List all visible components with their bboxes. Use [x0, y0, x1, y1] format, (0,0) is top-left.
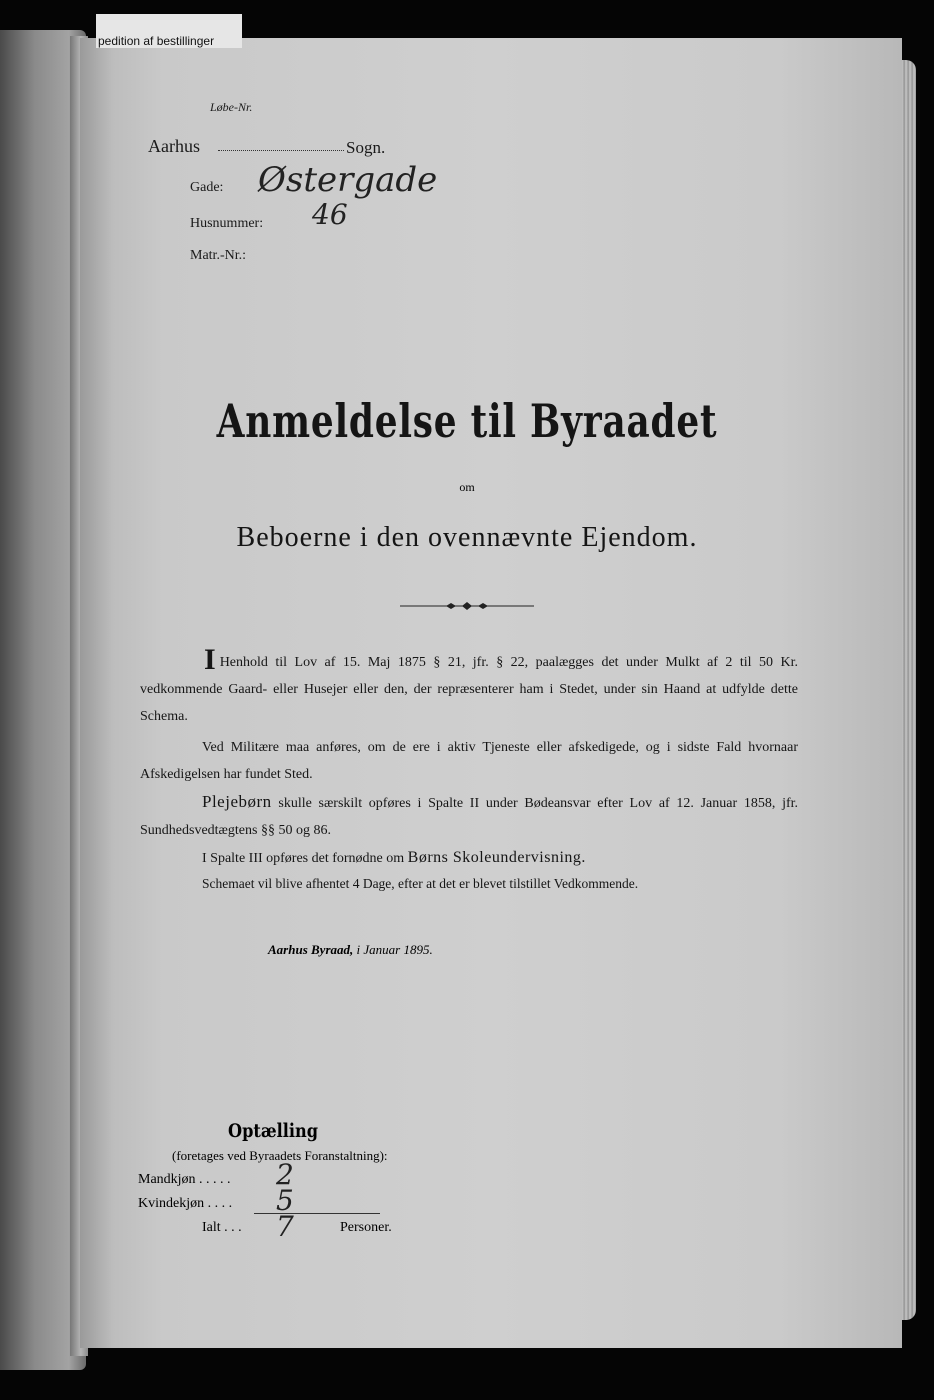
- ialt-handwritten-value: 7: [276, 1210, 294, 1243]
- signoff: [268, 942, 433, 958]
- gade-handwritten-value: Østergade: [258, 160, 438, 200]
- paragraph-1-text: Henhold til Lov af 15. Maj 1875 § 21, jfr. § 22, paalægges det under Mulkt af 2 til 50 Kr. vedkommende Gaard- eller Husejer eller den, der repræsenterer ham i Stedet, under sin Haand at udfylde dette Schema.: [140, 655, 798, 724]
- city-label: Aarhus: [148, 136, 200, 156]
- instruction-paragraph-2: Ved Militære maa anføres, om de ere i aktiv Tjeneste eller afskedigede, og i sidste Fald hvornaar Afskedigelsen har fundet Sted.: [140, 740, 798, 782]
- sum-line: [254, 1213, 380, 1214]
- paragraph-4-emphasis: Børns Skoleundervisning.: [407, 849, 586, 866]
- ialt-label: Ialt . . .: [202, 1220, 242, 1235]
- personer-label: Personer.: [340, 1220, 392, 1235]
- kvindekjon-label: Kvindekjøn . . . .: [138, 1196, 233, 1211]
- mandkjon-handwritten-value: 2: [276, 1158, 294, 1191]
- paragraph-4-text: I Spalte III opføres det fornødne om: [202, 851, 405, 866]
- optaelling-subtitle: (foretages ved Byraadets Foranstaltning):: [172, 1148, 388, 1163]
- paragraph-3-text: skulle særskilt opføres i Spalte II under Bødeansvar efter Lov af 12. Januar 1858, jfr. Sundhedsvedtægtens §§ 50 og 86.: [140, 796, 799, 838]
- order-tab-slip: [96, 14, 242, 48]
- matr-nr-label: Matr.-Nr.:: [190, 248, 246, 263]
- document-subtitle: Beboerne i den ovennævnte Ejendom.: [236, 522, 698, 553]
- gade-label: Gade:: [190, 180, 224, 195]
- order-tab-text: pedition af bestillinger: [98, 34, 215, 48]
- instruction-paragraph-3: [140, 788, 798, 844]
- plejeborn-lead: Plejebørn: [202, 792, 272, 811]
- instruction-paragraph-1: [140, 643, 798, 730]
- optaelling-title: Optælling: [228, 1120, 319, 1142]
- husnummer-handwritten-value: 46: [312, 198, 348, 231]
- title-connector: om: [459, 480, 475, 494]
- sogn-label: Sogn.: [346, 138, 386, 157]
- instruction-paragraph-5: Schemaet vil blive afhentet 4 Dage, efter at det er blevet tilstillet Vedkommende.: [202, 876, 639, 891]
- document-title: Anmeldelse til Byraadet: [216, 394, 718, 448]
- lobe-nr-label: Løbe-Nr.: [210, 100, 253, 114]
- instruction-paragraph-4: [202, 844, 802, 872]
- city-dotted-line: [218, 150, 344, 151]
- signoff-date: i Januar 1895.: [356, 942, 433, 957]
- kvindekjon-handwritten-value: 5: [276, 1184, 294, 1217]
- signoff-authority: Aarhus Byraad,: [268, 942, 354, 957]
- mandkjon-label: Mandkjøn . . . . .: [138, 1172, 231, 1187]
- husnummer-label: Husnummer:: [190, 216, 264, 231]
- ornament-divider: [400, 600, 534, 612]
- drop-cap: I: [204, 643, 216, 676]
